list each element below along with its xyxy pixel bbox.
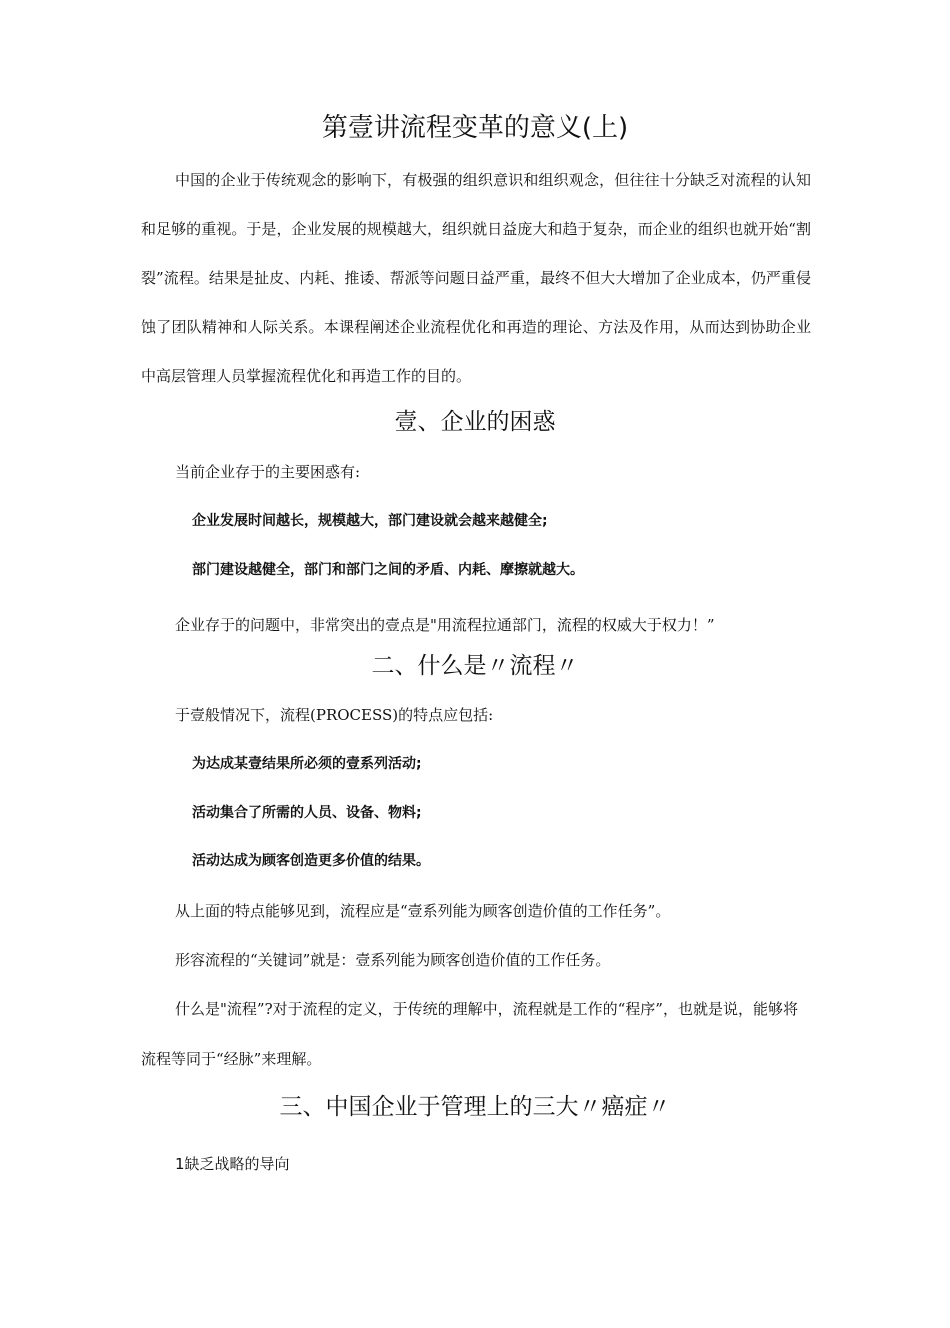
document-title: 第壹讲流程变革的意义(上) <box>321 113 629 143</box>
section-1-lead: 当前企业存于的主要困惑有: <box>175 463 361 481</box>
section-1-heading: 壹、企业的困惑 <box>394 409 556 435</box>
section-3-item-1: 1缺乏战略的导向 <box>175 1155 290 1173</box>
section-2-paragraph-3: 什么是"流程”?对于流程的定义，于传统的理解中，流程就是工作的“程序”，也就是说，能够将流程等同于“经脉”来理解。 <box>141 1000 798 1068</box>
section-2-point-2: 活动集合了所需的人员、设备、物料; <box>192 805 422 821</box>
section-2-point-3: 活动达成为顾客创造更多价值的结果。 <box>192 853 430 869</box>
section-3-heading: 三、中国企业于管理上的三大〃癌症〃 <box>279 1094 671 1120</box>
section-2-heading: 二、什么是〃流程〃 <box>371 653 579 679</box>
section-2-point-1: 为达成某壹结果所必须的壹系列活动; <box>192 756 422 772</box>
section-1-point-1: 企业发展时间越长，规模越大，部门建设就会越来越健全; <box>192 513 548 529</box>
intro-paragraph: 中国的企业于传统观念的影响下，有极强的组织意识和组织观念，但往往十分缺乏对流程的认知和足够的重视。于是，企业发展的规模越大，组织就日益庞大和趋于复杂，而企业的组织也就开始“割裂”流程。结果是扯皮、内耗、推诿、帮派等问题日益严重，最终不但大大增加了企业成本，仍严重侵蚀了团队精神和人际关系。本课程阐述企业流程优化和再造的理论、方法及作用，从而达到协助企业中高层管理人员掌握流程优化和再造工作的目的。 <box>141 171 811 385</box>
section-2-paragraph-1: 从上面的特点能够见到，流程应是“壹系列能为顾客创造价值的工作任务”。 <box>175 902 671 920</box>
section-2-lead: 于壹般情况下，流程(PROCESS)的特点应包括: <box>175 706 494 724</box>
section-1-point-2: 部门建设越健全，部门和部门之间的矛盾、内耗、摩擦就越大。 <box>192 562 584 578</box>
section-2-paragraph-2: 形容流程的“关键词”就是：壹系列能为顾客创造价值的工作任务。 <box>175 951 611 969</box>
section-1-conclusion: 企业存于的问题中，非常突出的壹点是"用流程拉通部门，流程的权威大于权力！” <box>175 616 715 634</box>
